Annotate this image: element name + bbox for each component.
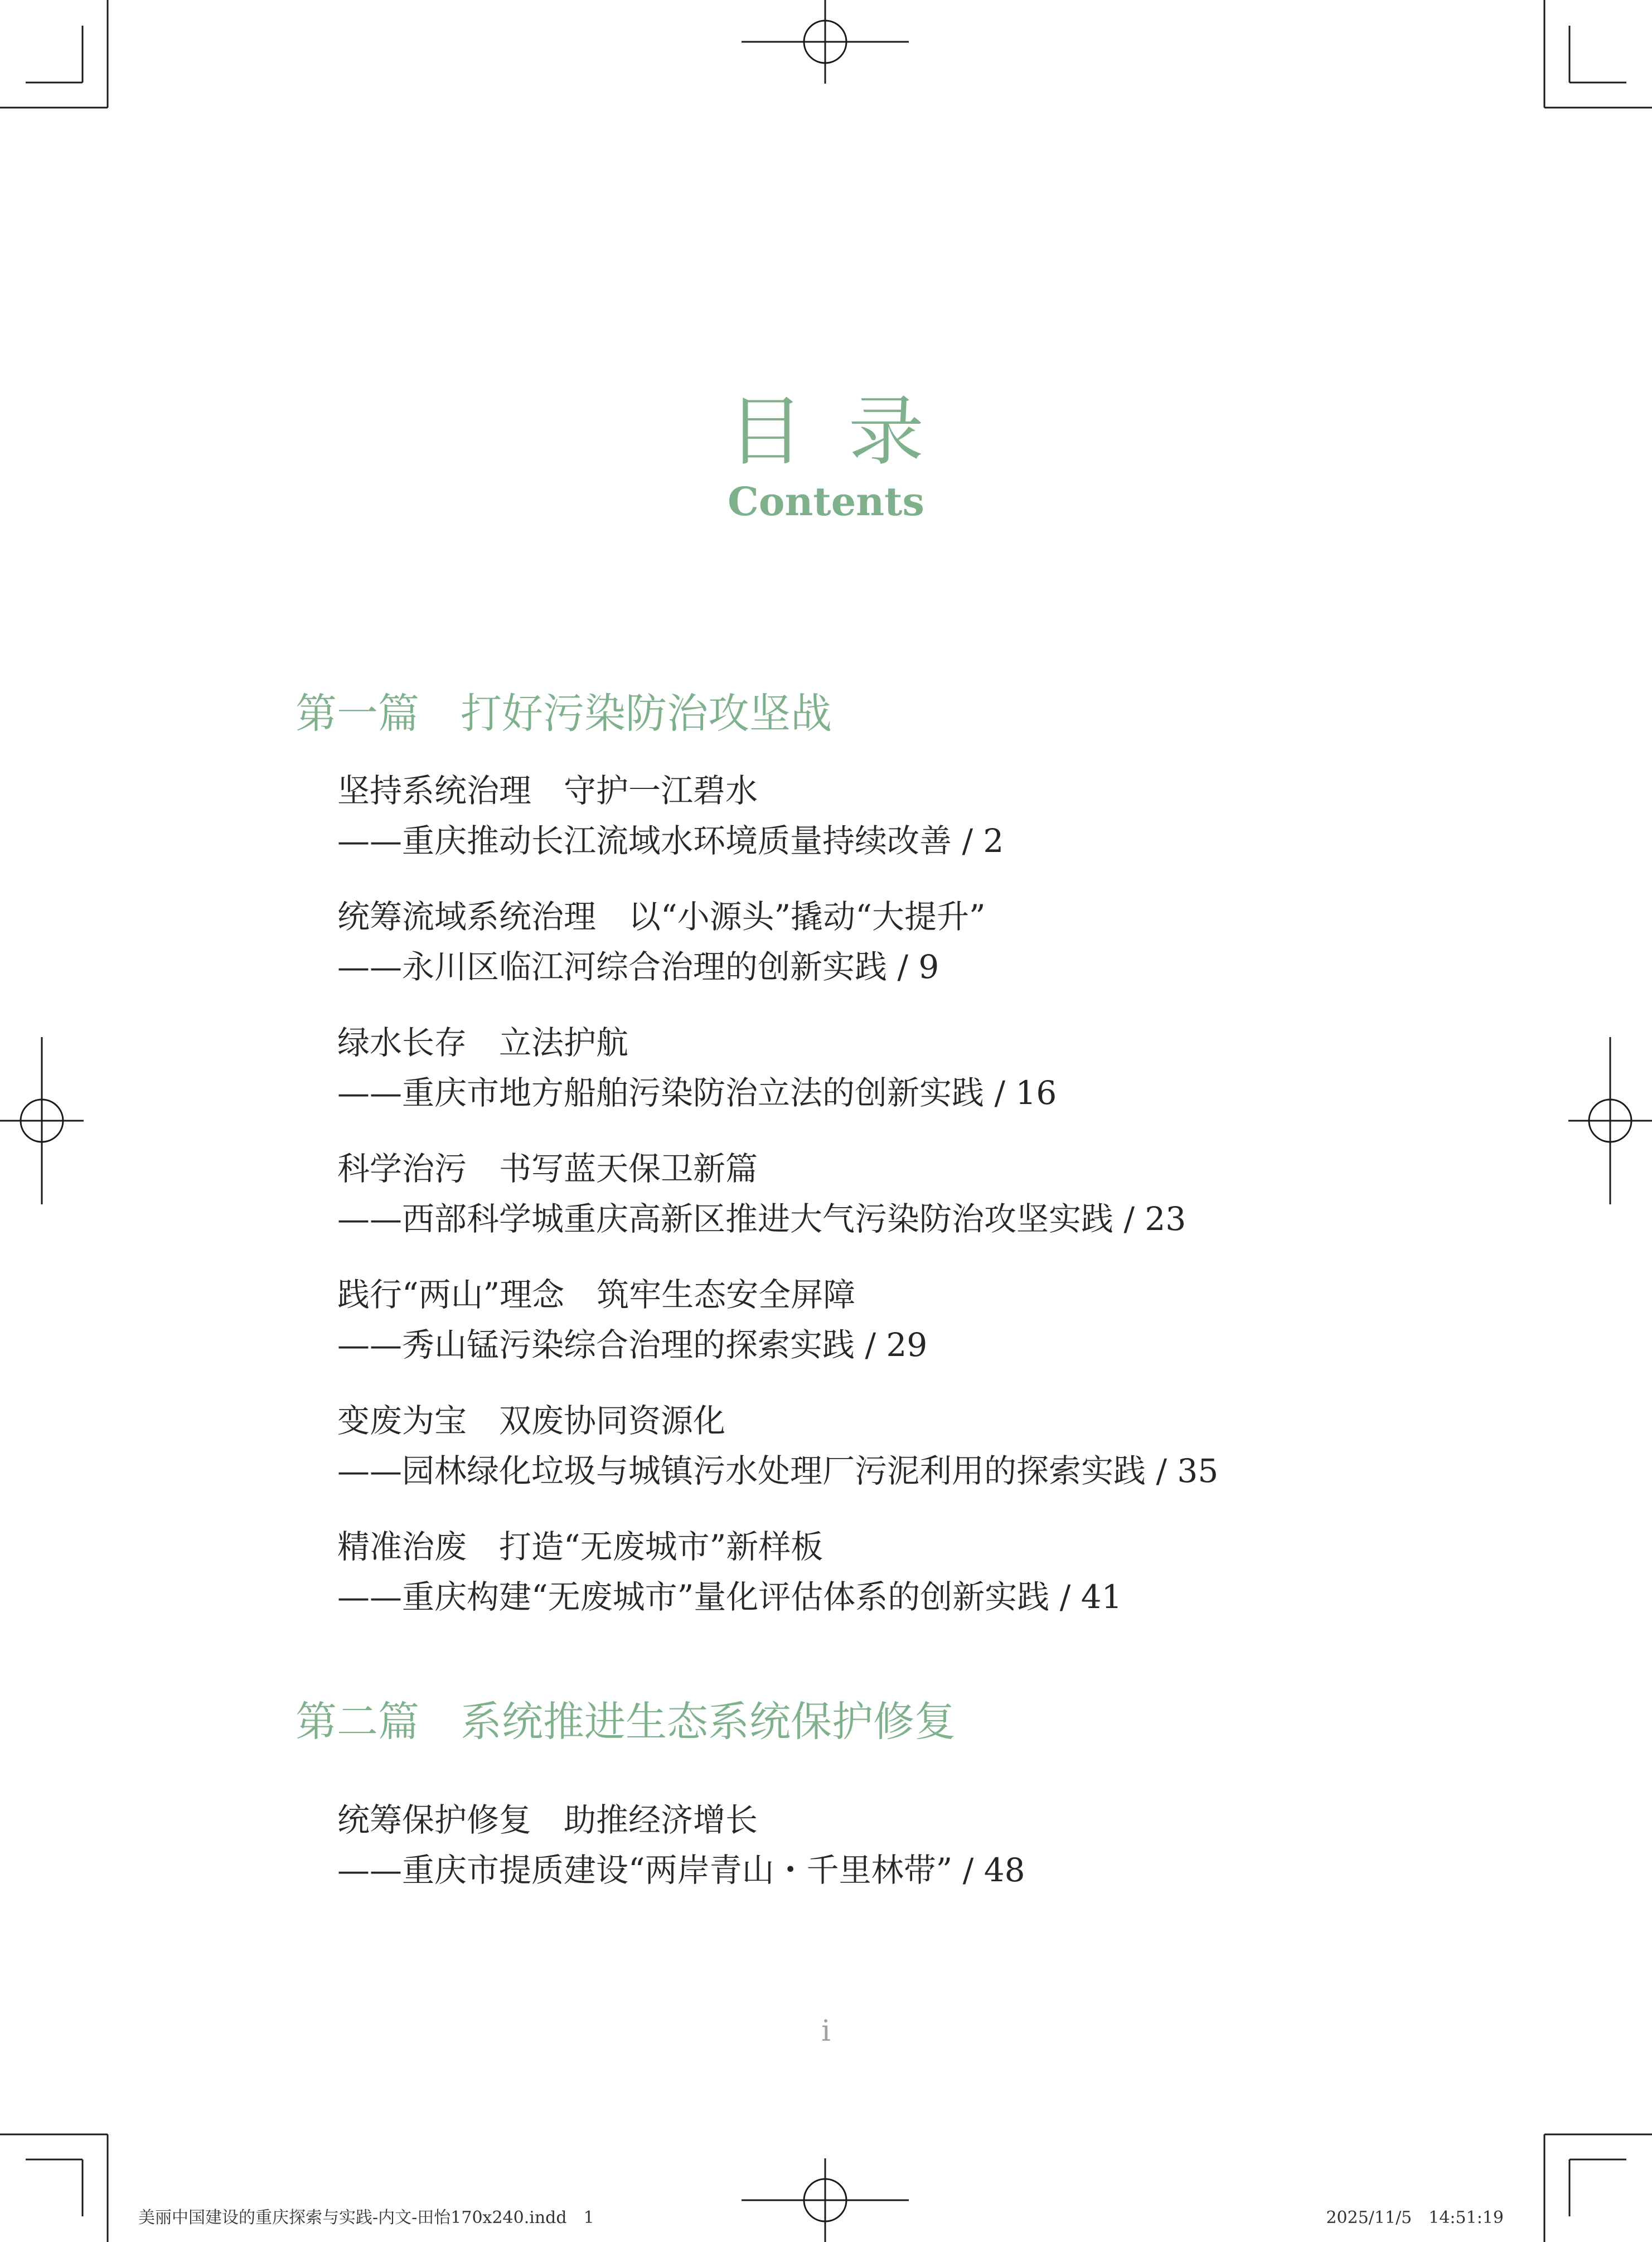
toc-entry-subtitle: ——重庆推动长江流域水环境质量持续改善 / 2 (337, 822, 1004, 860)
part-heading-2: 第二篇 系统推进生态系统保护修复 (295, 1698, 956, 1746)
toc-entry-title: 坚持系统治理 守护一江碧水 (337, 772, 758, 810)
toc-entry-subtitle: ——秀山锰污染综合治理的探索实践 / 29 (337, 1326, 928, 1364)
registration-mark-top (742, 0, 909, 84)
toc-entry-title: 践行“两山”理念 筑牢生态安全屏障 (337, 1276, 856, 1314)
toc-entry-subtitle: ——园林绿化垃圾与城镇污水处理厂污泥利用的探索实践 / 35 (337, 1452, 1219, 1490)
toc-entry-title: 科学治污 书写蓝天保卫新篇 (337, 1150, 758, 1188)
toc-entry[interactable] (337, 1144, 1452, 1244)
toc-entry-subtitle: ——重庆市地方船舶污染防治立法的创新实践 / 16 (337, 1074, 1057, 1112)
toc-entry-subtitle: ——重庆构建“无废城市”量化评估体系的创新实践 / 41 (337, 1578, 1122, 1616)
toc-entry-title: 变废为宝 双废协同资源化 (337, 1402, 726, 1440)
page-subtitle: Contents (728, 478, 924, 525)
toc-entry[interactable] (337, 1018, 1452, 1118)
toc-entry-title: 绿水长存 立法护航 (337, 1024, 629, 1062)
page-number: i (821, 2015, 831, 2048)
toc-entry-subtitle: ——重庆市提质建设“两岸青山・千里林带” / 48 (337, 1851, 1025, 1889)
toc-entry-title: 统筹流域系统治理 以“小源头”撬动“大提升” (337, 898, 986, 936)
toc-entry[interactable] (337, 1795, 1452, 1895)
toc-entry[interactable] (337, 766, 1452, 866)
toc-entry-subtitle: ——西部科学城重庆高新区推进大气污染防治攻坚实践 / 23 (337, 1200, 1186, 1238)
toc-entry-title: 统筹保护修复 助推经济增长 (337, 1801, 758, 1839)
print-slug-filename: 美丽中国建设的重庆探索与实践-内文-田怡170x240.indd 1 (138, 2208, 594, 2228)
toc-entry-subtitle: ——永川区临江河综合治理的创新实践 / 9 (337, 948, 939, 986)
toc-entry[interactable] (337, 1396, 1452, 1496)
registration-mark-right (1568, 1037, 1652, 1204)
part-heading-1: 第一篇 打好污染防治攻坚战 (295, 690, 832, 738)
toc-entry[interactable] (337, 1522, 1452, 1622)
toc-entry[interactable] (337, 892, 1452, 992)
toc-entry[interactable] (337, 1270, 1452, 1370)
registration-mark-bottom (742, 2158, 909, 2242)
print-slug-datetime: 2025/11/5 14:51:19 (1326, 2208, 1504, 2228)
registration-mark-left (0, 1037, 84, 1204)
toc-entry-title: 精准治废 打造“无废城市”新样板 (337, 1528, 823, 1566)
page-title: 目录 (728, 388, 969, 476)
